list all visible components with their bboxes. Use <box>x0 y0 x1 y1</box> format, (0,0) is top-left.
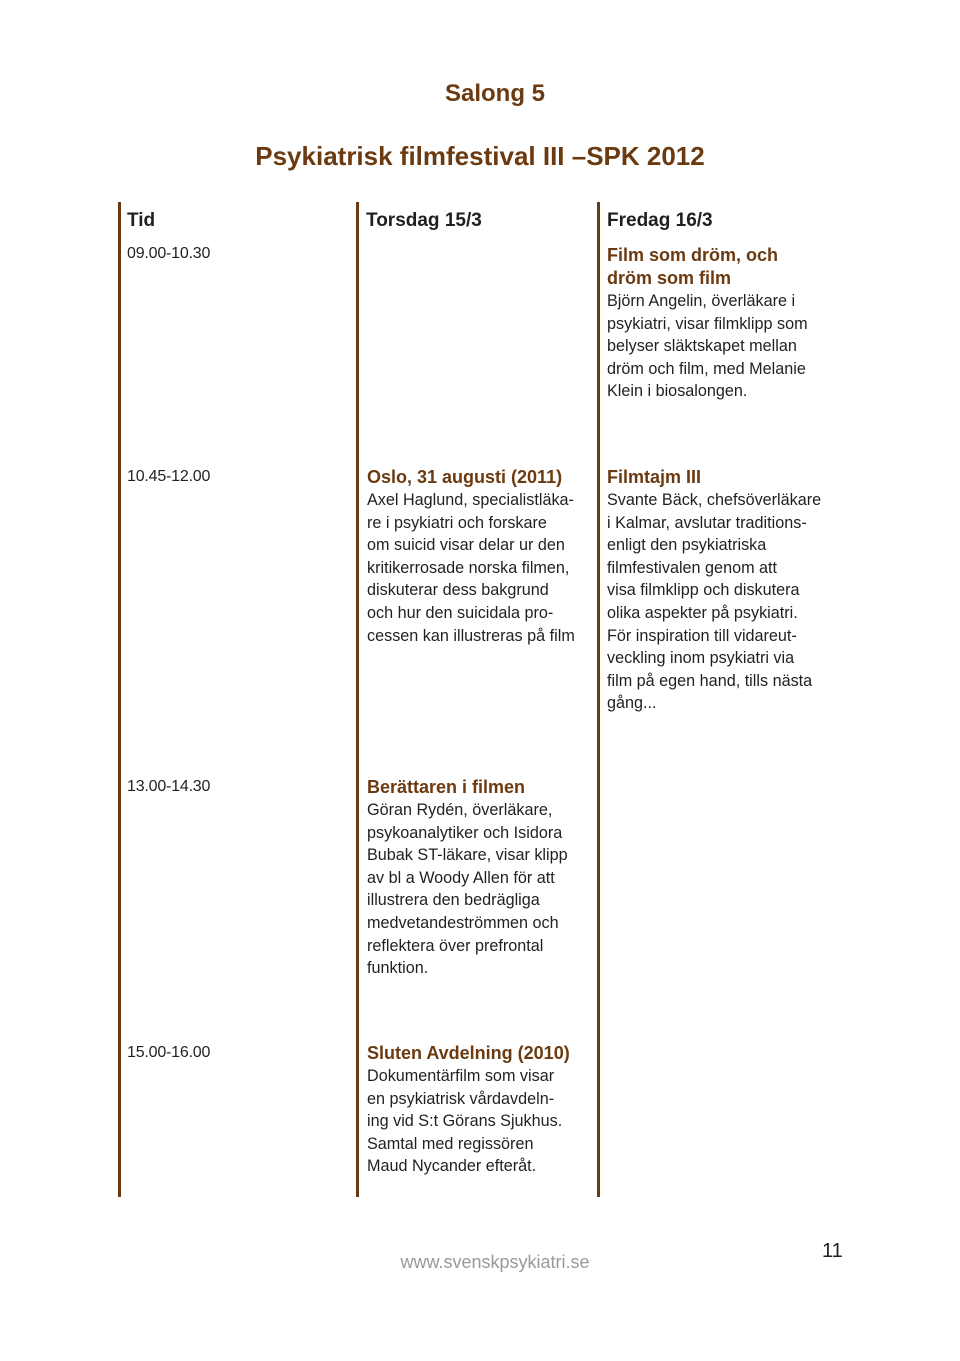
column-header-friday: Fredag 16/3 <box>607 210 713 231</box>
time-slot: 13.00-14.30 <box>127 778 211 795</box>
session-description: Göran Rydén, överläkare, psykoanalytiker och Isidora Bubak ST-läkare, visar klipp av bl a Woody Allen för att illustrera den bedrägliga medvetandeströmmen och reflektera över prefrontal funktion. <box>367 801 568 978</box>
session-title: Sluten Avdelning (2010) <box>367 1043 570 1063</box>
page-number: 11 <box>822 1240 843 1262</box>
time-slot: 15.00-16.00 <box>127 1044 211 1061</box>
session-description: Björn Angelin, överläkare i psykiatri, visar filmklipp som belyser släktskapet mellan dröm och film, med Melanie Klein i biosalongen. <box>607 292 808 401</box>
time-slot: 10.45-12.00 <box>127 468 211 485</box>
session-film-som-drom <box>607 244 839 403</box>
session-title: Film som dröm, och dröm som film <box>607 245 779 288</box>
time-column-divider <box>118 202 121 1197</box>
session-description: Axel Haglund, specialistläka- re i psykiatri och forskare om suicid visar delar ur den kritikerrosade norska filmen, diskuterar dess bakgrund och hur den suicidala pro- cessen kan illustreras på film <box>367 491 575 645</box>
session-title: Oslo, 31 augusti (2011) <box>367 467 563 487</box>
session-description: Dokumentärfilm som visar en psykiatrisk vårdavdeln- ing vid S:t Görans Sjukhus. Samtal med regissören Maud Nycander efteråt. <box>367 1067 563 1176</box>
session-title: Berättaren i filmen <box>367 777 526 797</box>
thursday-column-divider <box>356 202 359 1197</box>
session-filmtajm <box>607 466 839 715</box>
session-oslo <box>367 466 599 647</box>
column-header-thursday: Torsdag 15/3 <box>366 210 482 231</box>
session-description: Svante Bäck, chefsöverläkare i Kalmar, avslutar traditions- enligt den psykiatriska filmfestivalen genom att visa filmklipp och diskutera olika aspekter på psykiatri. För inspiration till vidareut- veckling inom psykiatri via film på egen hand, tills nästa gång... <box>607 491 822 713</box>
room-title: Salong 5 <box>444 80 546 107</box>
festival-title: Psykiatrisk filmfestival III –SPK 2012 <box>255 141 705 171</box>
column-header-time: Tid <box>127 210 156 231</box>
footer-website: www.svenskpsykiatri.se <box>400 1252 590 1272</box>
session-title: Filmtajm III <box>607 467 702 487</box>
time-slot: 09.00-10.30 <box>127 245 211 262</box>
session-sluten-avdelning <box>367 1042 599 1178</box>
session-berattaren <box>367 776 599 980</box>
